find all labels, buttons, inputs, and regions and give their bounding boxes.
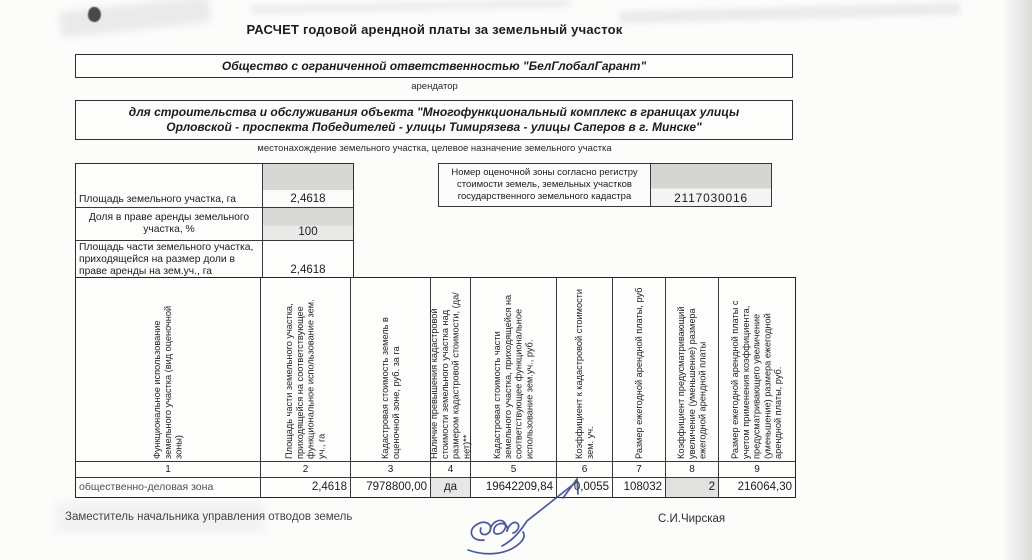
purpose-caption: местонахождение земельного участка, целевое назначение земельного участка: [257, 143, 612, 154]
column-number-8: 8: [666, 462, 719, 478]
tenant-box: [75, 54, 793, 78]
zone-number-value: 2117030016: [651, 164, 771, 206]
column-header-text: Площадь части земельного участка, приходящейся на соответствующее функциональное использование зем. уч., га: [283, 299, 327, 459]
zone-number-box: [438, 163, 772, 207]
plot-area-value: 2,4618: [263, 164, 353, 208]
column-header-8: [666, 278, 719, 462]
column-header-1: [76, 278, 261, 462]
column-header-2: [261, 278, 351, 462]
column-header-9: [719, 278, 795, 462]
plot-part-area-value: 2,4618: [290, 264, 326, 276]
column-number-6: 6: [557, 462, 613, 478]
column-header-text: Кадастровая стоимость части земельного участка, приходящейся на соответствующее функциональное использование зем.уч., руб.: [491, 294, 535, 459]
column-value-9: 216064,30: [737, 481, 792, 493]
signer-position: Заместитель начальника управления отводов земель: [65, 511, 353, 523]
column-value-2: 2,4618: [261, 478, 351, 497]
column-number-3: 3: [351, 462, 431, 478]
scan-smudge: [250, 0, 570, 14]
column-number-5: 5: [471, 462, 557, 478]
column-number-4: 4: [431, 462, 471, 478]
column-header-text: Функциональное использование земельного участка (вид оценочной зоны): [151, 305, 184, 459]
document-title: РАСЧЕТ годовой арендной платы за земельный участок: [246, 22, 623, 37]
column-value-5: 19642209,84: [471, 478, 557, 497]
column-value-6: 0,0055: [557, 478, 613, 497]
calculation-table: [75, 277, 796, 498]
column-header-3: [351, 278, 431, 462]
column-number-1: 1: [76, 462, 261, 478]
tenant-name: Общество с ограниченной ответственностью "БелГлобалГарант": [221, 58, 647, 73]
plot-info-table: [75, 163, 354, 279]
column-number-2: 2: [261, 462, 351, 478]
scan-edge-shadow: [1002, 0, 1032, 560]
handwritten-signature: [462, 468, 597, 560]
column-header-text: Наличие превышения кадастровой стоимости земельного участка над размером кадастровой стоимости, (да/нет)**: [428, 292, 472, 459]
scan-smudge: [620, 3, 960, 24]
column-value-4: да: [431, 478, 471, 497]
column-number-7: 7: [613, 462, 666, 478]
column-header-text: Кадастровая стоимость земель в оценочной зоне, руб. за га: [379, 317, 401, 459]
plot-area-label: Площадь земельного участка, га: [76, 164, 263, 208]
column-header-4: [428, 278, 472, 462]
column-value-7: 108032: [613, 478, 666, 497]
lease-share-label: Доля в праве аренды земельного участка, %: [76, 208, 263, 241]
zone-number-label: Номер оценочной зоны согласно регистру стоимости земель, земельных участков государственного земельного кадастра: [439, 164, 651, 206]
column-number-9: 9: [719, 462, 795, 478]
column-value-8: 2: [666, 478, 719, 497]
column-header-text: Размер ежегодной арендной платы с учетом применения коэффициента, предусматривающего увеличение (уменьшение) размера ежегодной арендной платы, руб.: [730, 300, 784, 459]
tenant-caption: арендатор: [411, 81, 458, 92]
lease-share-value: 100: [263, 208, 353, 241]
column-header-5: [471, 278, 557, 462]
purpose-text: для строительства и обслуживания объекта "Многофункциональный комплекс в границах улицы Орловской - проспекта Победителей - улицы Тимирязева - улицы Саперов в г. Минске": [128, 105, 740, 134]
signer-name: С.И.Чирская: [658, 513, 726, 525]
column-header-text: Коэффициент предусматривающий увеличение (уменьшение) размера ежегодной арендной платы: [675, 306, 708, 459]
purpose-box: [75, 100, 793, 140]
column-value-1: общественно-деловая зона: [76, 478, 261, 497]
column-header-text: Коэффициент к кадастровой стоимости зем. уч.: [573, 288, 595, 459]
column-value-3: 7978800,00: [351, 478, 431, 497]
column-header-6: [557, 278, 613, 462]
ink-blot-artifact: [86, 6, 102, 24]
column-header-text: Размер ежегодной арендной платы, руб: [633, 287, 644, 459]
plot-part-area-label: Площадь части земельного участка, приходящейся на размер доли в праве аренды на зем.уч., га: [76, 241, 263, 278]
column-header-7: [613, 278, 666, 462]
